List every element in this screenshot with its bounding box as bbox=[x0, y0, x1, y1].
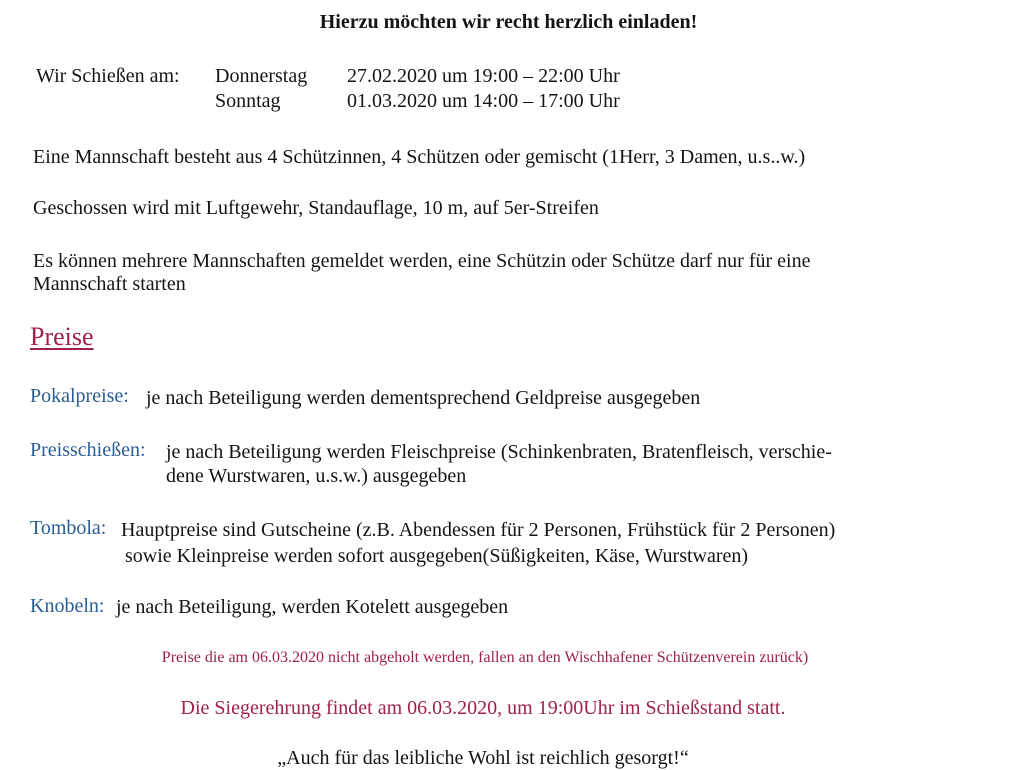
schedule-datetime-2: 01.03.2020 um 14:00 – 17:00 Uhr bbox=[347, 90, 620, 112]
prizes-title: Preise bbox=[30, 322, 94, 351]
schedule-label: Wir Schießen am: bbox=[36, 65, 180, 87]
registration-line-1: Es können mehrere Mannschaften gemeldet werden, eine Schützin oder Schütze darf nur für eine bbox=[33, 250, 811, 272]
prize-label-tombola: Tombola: bbox=[30, 517, 107, 539]
prize-text-tombola-2: sowie Kleinpreise werden sofort ausgegeben(Süßigkeiten, Käse, Wurstwaren) bbox=[125, 545, 749, 567]
team-info: Eine Mannschaft besteht aus 4 Schützinnen, 4 Schützen oder gemischt (1Herr, 3 Damen, u.s..w.) bbox=[33, 146, 806, 168]
prize-label-knobeln: Knobeln: bbox=[30, 595, 105, 617]
prize-text-tombola-1: Hauptpreise sind Gutscheine (z.B. Abendessen für 2 Personen, Frühstück für 2 Personen) bbox=[121, 519, 836, 541]
prize-label-preisschiessen: Preisschießen: bbox=[30, 439, 146, 461]
prize-text-preisschiessen-2: dene Wurstwaren, u.s.w.) ausgegeben bbox=[166, 465, 467, 487]
ceremony-notice: Die Siegerehrung findet am 06.03.2020, um 19:00Uhr im Schießstand statt. bbox=[180, 697, 786, 719]
prize-text-pokal: je nach Beteiligung werden dementsprechend Geldpreise ausgegeben bbox=[146, 387, 701, 409]
prize-text-preisschiessen-1: je nach Beteiligung werden Fleischpreise (Schinkenbraten, Bratenfleisch, verschie- bbox=[166, 441, 832, 463]
schedule-day-1: Donnerstag bbox=[215, 65, 308, 87]
registration-line-2: Mannschaft starten bbox=[33, 273, 186, 295]
schedule-datetime-1: 27.02.2020 um 19:00 – 22:00 Uhr bbox=[347, 65, 620, 87]
shooting-info: Geschossen wird mit Luftgewehr, Standauflage, 10 m, auf 5er-Streifen bbox=[33, 197, 599, 219]
schedule-day-2: Sonntag bbox=[215, 90, 281, 112]
invitation-heading: Hierzu möchten wir recht herzlich einladen! bbox=[319, 11, 698, 33]
prize-label-pokal: Pokalpreise: bbox=[30, 385, 129, 407]
prize-text-knobeln: je nach Beteiligung, werden Kotelett ausgegeben bbox=[116, 596, 509, 618]
closing-line: „Auch für das leibliche Wohl ist reichlich gesorgt!“ bbox=[277, 747, 689, 769]
pickup-notice: Preise die am 06.03.2020 nicht abgeholt werden, fallen an den Wischhafener Schützenverein zurück) bbox=[161, 649, 809, 666]
